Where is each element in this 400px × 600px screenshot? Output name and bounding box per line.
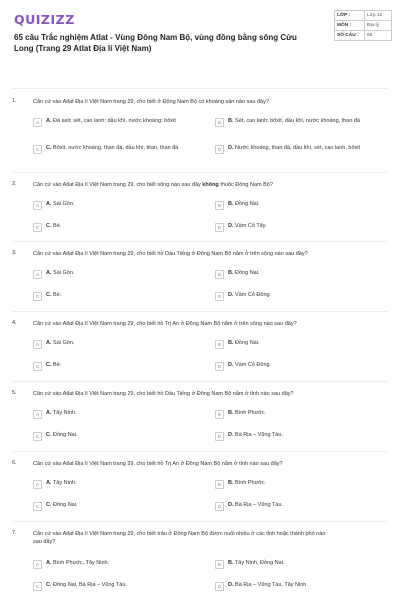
option-text: Bôxit, nước khoáng, than đá, dầu khí, titan, than đá	[53, 145, 179, 151]
option-text: Vàm Cỏ Đông.	[235, 292, 272, 298]
option-text: Tây Ninh.	[52, 480, 77, 486]
worksheet-info-table	[334, 10, 392, 41]
info-value: Địa lý	[365, 21, 392, 31]
option-label: C.	[46, 362, 52, 368]
option-letter-box: A	[33, 410, 42, 419]
option-letter-box: B	[215, 340, 224, 349]
option-text: Sài Gòn.	[53, 201, 75, 207]
question-text: Căn cứ vào Atlat Địa lí Việt Nam trang 29, cho biết hồ Trị An ở Đông Nam Bộ nằm ở tỉnh nào sau đây?	[33, 461, 283, 467]
option-label: A.	[46, 560, 52, 566]
option-text: Tây Ninh, Đồng Nai.	[234, 560, 285, 566]
emphasis-word: không	[202, 182, 219, 188]
info-key: MÔN :	[335, 21, 365, 31]
option-letter-box: B	[215, 201, 224, 210]
option-label: A.	[46, 410, 52, 416]
question-divider	[12, 172, 388, 173]
option-letter-box: D	[215, 432, 224, 441]
question-divider	[12, 521, 388, 522]
option-label: A.	[46, 201, 52, 207]
option-text: Sài Gòn.	[53, 340, 75, 346]
question-divider	[12, 381, 388, 382]
option-label: B.	[228, 118, 234, 124]
option-label: C.	[46, 292, 52, 298]
option-letter-box: B	[215, 480, 224, 489]
option-text: Sét, cao lanh; bôxit, dầu khí, nước khoáng, than đá	[235, 118, 361, 124]
question-number: 2.	[12, 181, 17, 187]
option-text: Bà Rịa – Vũng Tàu.	[235, 432, 283, 438]
question-number: 4.	[12, 320, 17, 326]
option-label: C.	[46, 582, 52, 588]
question-number: 7.	[12, 530, 17, 536]
question-text: Căn cứ vào Atlat Địa lí Việt Nam trang 29, cho biết ở Đông Nam Bộ có khoáng sản nào sau đây?	[33, 99, 269, 105]
option-text: Đá axit; sét, cao lanh; dầu khí, nước khoáng; bôxit	[53, 118, 176, 124]
option-a[interactable]	[33, 340, 198, 349]
question-divider	[12, 451, 388, 452]
option-text: Đồng Nai.	[53, 432, 78, 438]
option-text: Đồng Nai, Bà Rịa – Vũng Tàu.	[53, 582, 127, 588]
question-divider	[12, 311, 388, 312]
option-a[interactable]	[33, 480, 198, 489]
option-b[interactable]	[215, 410, 387, 419]
option-b[interactable]	[215, 480, 387, 489]
option-text: Đồng Nai.	[53, 502, 78, 508]
option-c[interactable]	[33, 432, 198, 441]
option-letter-box: D	[215, 145, 224, 154]
option-letter-box: B	[215, 410, 224, 419]
option-label: D.	[228, 145, 234, 151]
question-text: Căn cứ vào Atlat Địa lí Việt Nam trang 29, cho biết hồ Dầu Tiếng ở Đông Nam Bộ nằm ở tỉnh nào sau đây?	[33, 391, 294, 397]
option-c[interactable]	[33, 145, 198, 154]
option-letter-box: C	[33, 362, 42, 371]
option-d[interactable]	[215, 502, 387, 511]
option-text: Bé.	[53, 223, 62, 229]
option-letter-box: A	[33, 201, 42, 210]
option-letter-box: D	[215, 582, 224, 591]
info-row-subject	[335, 21, 392, 31]
option-label: A.	[46, 270, 52, 276]
info-row-class	[335, 11, 392, 21]
option-label: B.	[228, 480, 234, 486]
option-label: D.	[228, 292, 234, 298]
option-text: Sài Gòn.	[53, 270, 75, 276]
question-text: Căn cứ vào Atlat Địa lí Việt Nam trang 29, cho biết hồ Dầu Tiếng ở Đông Nam Bộ nằm ở trên sông nào sau đây?	[33, 251, 308, 257]
option-label: D.	[228, 502, 234, 508]
option-text: Đồng Nai.	[235, 201, 260, 207]
option-letter-box: A	[33, 270, 42, 279]
question-text: Căn cứ vào Atlat Địa lí Việt Nam trang 29, cho biết hồ Trị An ở Đông Nam Bộ nằm ở trên sông nào sau đây?	[33, 321, 297, 327]
option-letter-box: B	[215, 560, 224, 569]
option-letter-box: B	[215, 118, 224, 127]
header-divider	[12, 88, 388, 89]
option-a[interactable]	[33, 270, 198, 279]
option-letter-box: D	[215, 292, 224, 301]
option-c[interactable]	[33, 292, 198, 301]
option-text: Bà Rịa – Vũng Tàu, Tây Ninh.	[235, 582, 308, 588]
question-number: 1.	[12, 98, 17, 104]
option-text: Bình Phước.	[235, 410, 267, 416]
option-d[interactable]	[215, 292, 387, 301]
info-key: SỐ CÂU :	[335, 31, 365, 41]
option-text: Bình Phước, Tây Ninh.	[53, 560, 110, 566]
option-label: A.	[46, 118, 52, 124]
option-label: D.	[228, 362, 234, 368]
info-row-count	[335, 31, 392, 41]
option-label: C.	[46, 145, 52, 151]
option-letter-box: C	[33, 223, 42, 232]
question-number: 3.	[12, 250, 17, 256]
info-value: 65	[365, 31, 392, 41]
option-letter-box: A	[33, 480, 42, 489]
option-label: B.	[228, 270, 234, 276]
option-letter-box: C	[33, 432, 42, 441]
option-c[interactable]	[33, 582, 198, 591]
option-letter-box: A	[33, 340, 42, 349]
option-text: Nước khoáng, than đá, dầu khí, sét, cao lanh, bôxit	[235, 145, 361, 151]
option-label: D.	[228, 223, 234, 229]
option-text: Vàm Cỏ Tây.	[235, 223, 267, 229]
question-divider	[12, 241, 388, 242]
option-b[interactable]	[215, 201, 387, 210]
option-c[interactable]	[33, 502, 198, 511]
option-b[interactable]	[215, 560, 387, 569]
option-a[interactable]	[33, 410, 198, 419]
option-letter-box: C	[33, 582, 42, 591]
worksheet-header	[0, 0, 400, 90]
option-a[interactable]	[33, 201, 198, 210]
option-label: C.	[46, 502, 52, 508]
option-letter-box: D	[215, 223, 224, 232]
option-letter-box: C	[33, 145, 42, 154]
option-text: Bé.	[53, 292, 62, 298]
option-text: Bé.	[53, 362, 62, 368]
option-label: B.	[228, 201, 234, 207]
option-label: A.	[46, 340, 52, 346]
option-label: C.	[46, 432, 52, 438]
option-label: A.	[46, 480, 52, 486]
worksheet-title: 65 câu Trắc nghiệm Atlat - Vùng Đông Nam Bộ, vùng đồng bằng sông Cửu Long (Trang 29 Atlat Địa lí Việt Nam)	[14, 33, 297, 53]
option-label: D.	[228, 432, 234, 438]
option-letter-box: C	[33, 292, 42, 301]
option-letter-box: A	[33, 560, 42, 569]
question-text: Căn cứ vào Atlat Địa lí Việt Nam trang 29, cho biết sông nào sau đây không thuộc Đông Nam Bộ?	[33, 182, 273, 188]
option-label: C.	[46, 223, 52, 229]
option-text: Tây Ninh.	[52, 410, 77, 416]
question-number: 5.	[12, 390, 17, 396]
option-label: B.	[228, 410, 234, 416]
option-b[interactable]	[215, 340, 387, 349]
option-letter-box: D	[215, 502, 224, 511]
option-text: Đồng Nai.	[235, 270, 260, 276]
option-d[interactable]	[215, 432, 387, 441]
option-c[interactable]	[33, 362, 198, 371]
option-d[interactable]	[215, 582, 387, 591]
option-label: B.	[228, 560, 234, 566]
quizizz-logo: QUIZIZZ	[14, 12, 75, 27]
info-value: Lớp 12	[365, 11, 392, 21]
option-label: B.	[228, 340, 234, 346]
option-c[interactable]	[33, 223, 198, 232]
option-label: D.	[228, 582, 234, 588]
option-letter-box: D	[215, 362, 224, 371]
option-d[interactable]	[215, 223, 387, 232]
option-letter-box: A	[33, 118, 42, 127]
option-d[interactable]	[215, 145, 387, 154]
option-text: Đồng Nai.	[235, 340, 260, 346]
option-letter-box: B	[215, 270, 224, 279]
option-d[interactable]	[215, 362, 387, 371]
option-text: Vàm Cỏ Đông.	[235, 362, 272, 368]
question-text: Căn cứ vào Atlat Địa lí Việt Nam trang 29, cho biết trâu ở Đông Nam Bộ được nuôi nhiều ở các tỉnh hoặc thành phố nào sau đây?	[33, 531, 326, 545]
option-b[interactable]	[215, 270, 387, 279]
option-text: Bà Rịa – Vũng Tàu.	[235, 502, 283, 508]
question-number: 6.	[12, 460, 17, 466]
option-a[interactable]	[33, 118, 198, 127]
option-text: Bình Phước.	[235, 480, 267, 486]
option-b[interactable]	[215, 118, 387, 127]
info-key: LỚP :	[335, 11, 365, 21]
option-a[interactable]	[33, 560, 198, 569]
option-letter-box: C	[33, 502, 42, 511]
